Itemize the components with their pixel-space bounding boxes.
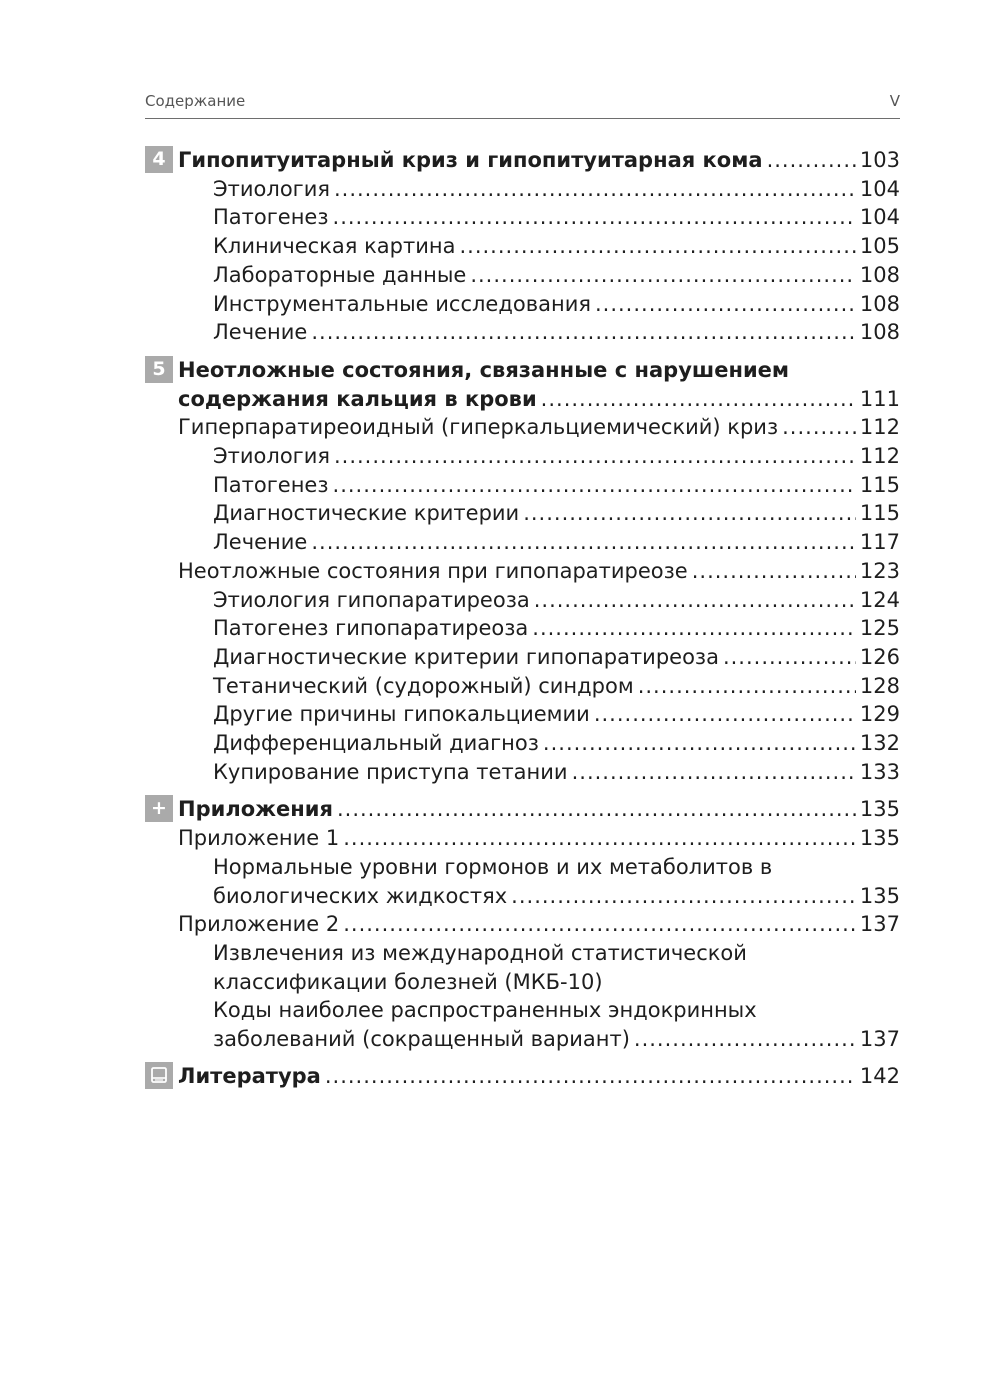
- toc-entry-title: Тетанический (судорожный) синдром: [213, 673, 634, 698]
- running-head: [145, 92, 900, 119]
- leader-dots: [333, 471, 856, 500]
- toc-entry-page: 117: [859, 530, 900, 555]
- chapter-5: [145, 356, 900, 787]
- leader-dots: [594, 700, 856, 729]
- toc-entry-page: 105: [859, 234, 900, 259]
- leader-dots: [634, 1025, 856, 1054]
- toc-entry[interactable]: [145, 614, 900, 643]
- toc-entry-title: Этиология: [213, 444, 330, 469]
- toc-entry-title: Купирование приступа тетании: [213, 759, 568, 784]
- toc-entry-title: Этиология гипопаратиреоза: [213, 587, 530, 612]
- toc-entry-page: 135: [859, 797, 900, 822]
- toc-entry[interactable]: [145, 499, 900, 528]
- toc-entry-line[interactable]: [145, 968, 900, 997]
- running-head-title: Содержание: [145, 92, 246, 110]
- toc-entry-page: 108: [859, 320, 900, 345]
- leader-dots: [511, 882, 856, 911]
- toc-entry-page: 111: [859, 386, 900, 411]
- toc-entry[interactable]: [145, 1025, 900, 1054]
- chapter-badge: 5: [145, 356, 173, 383]
- toc-entry[interactable]: [145, 824, 900, 853]
- toc-entry-title: Приложение 1: [178, 826, 340, 851]
- toc-entry-title: Дифференциальный диагноз: [213, 731, 539, 756]
- leader-dots: [541, 385, 856, 414]
- toc-entry-title: Лечение: [213, 530, 308, 555]
- toc-entry-page: 137: [859, 912, 900, 937]
- leader-dots: [543, 729, 856, 758]
- toc-entry-page: 137: [859, 1027, 900, 1052]
- appendices-section: [145, 795, 900, 1053]
- toc-entry[interactable]: [145, 413, 900, 442]
- chapter-4: [145, 146, 900, 347]
- leader-dots: [767, 146, 856, 175]
- toc-entry-title: Приложение 2: [178, 912, 340, 937]
- toc-entry-page: 104: [859, 176, 900, 201]
- toc-entry-title: Диагностические критерии гипопаратиреоза: [213, 644, 719, 669]
- running-head-page-number: V: [889, 92, 900, 110]
- toc-entry[interactable]: [145, 557, 900, 586]
- toc-entry-page: 133: [859, 759, 900, 784]
- toc-entry-page: 142: [859, 1063, 900, 1088]
- leader-dots: [782, 413, 856, 442]
- toc-entry-page: 135: [859, 883, 900, 908]
- toc-entry-page: 125: [859, 616, 900, 641]
- toc-entry-page: 135: [859, 826, 900, 851]
- toc-entry-line[interactable]: [145, 939, 900, 968]
- toc-entry-title: Инструментальные исследования: [213, 291, 591, 316]
- leader-dots: [534, 586, 856, 615]
- toc-entry-title: содержания кальция в крови: [178, 386, 537, 411]
- toc-entry-page: 128: [859, 673, 900, 698]
- toc-entry-title: Извлечения из международной статистической: [213, 940, 747, 965]
- toc-entry-title: Другие причины гипокальциемии: [213, 702, 590, 727]
- toc-entry[interactable]: [145, 442, 900, 471]
- toc-entry-title: Коды наиболее распространенных эндокринных: [213, 998, 757, 1023]
- toc-entry-page: 112: [859, 444, 900, 469]
- toc-entry-page: 104: [859, 205, 900, 230]
- toc-entry-title: Лечение: [213, 320, 308, 345]
- leader-dots: [523, 499, 856, 528]
- toc-entry[interactable]: [145, 146, 900, 175]
- toc-entry-title: Диагностические критерии: [213, 501, 520, 526]
- toc-entry-title: Клиническая картина: [213, 234, 456, 259]
- toc-entry[interactable]: [145, 586, 900, 615]
- toc-entry[interactable]: [145, 385, 900, 414]
- toc-entry-title: Нормальные уровни гормонов и их метаболитов в: [213, 854, 773, 879]
- toc-entry[interactable]: [145, 471, 900, 500]
- toc-entry-page: 108: [859, 291, 900, 316]
- toc-entry[interactable]: [145, 729, 900, 758]
- leader-dots: [334, 442, 856, 471]
- literature-section: [145, 1062, 900, 1091]
- table-of-contents: [145, 146, 900, 1091]
- leader-dots: [333, 203, 856, 232]
- toc-entry-title: Лабораторные данные: [213, 262, 467, 287]
- toc-entry-title: Патогенез: [213, 472, 329, 497]
- leader-dots: [311, 318, 856, 347]
- toc-entry-page: 112: [859, 415, 900, 440]
- leader-dots: [343, 910, 856, 939]
- leader-dots: [334, 175, 856, 204]
- chapter-badge: 4: [145, 146, 173, 173]
- toc-entry-title: Патогенез: [213, 205, 329, 230]
- toc-entry-page: 103: [859, 148, 900, 172]
- toc-entry[interactable]: [145, 175, 900, 204]
- toc-entry[interactable]: [145, 643, 900, 672]
- toc-entry-title: Неотложные состояния, связанные с нарушением: [178, 357, 790, 382]
- toc-entry-page: 115: [859, 472, 900, 497]
- leader-dots: [459, 232, 855, 261]
- leader-dots: [638, 672, 856, 701]
- leader-dots: [325, 1062, 856, 1091]
- toc-entry-line[interactable]: [145, 996, 900, 1025]
- toc-entry[interactable]: [145, 528, 900, 557]
- toc-entry-page: 108: [859, 262, 900, 287]
- toc-entry[interactable]: [145, 910, 900, 939]
- toc-entry-title: Неотложные состояния при гипопаратиреозе: [178, 558, 688, 583]
- toc-entry-title: биологических жидкостях: [213, 883, 508, 908]
- toc-entry[interactable]: [145, 700, 900, 729]
- toc-entry-page: 115: [859, 501, 900, 526]
- toc-entry-page: 129: [859, 702, 900, 727]
- toc-entry[interactable]: [145, 672, 900, 701]
- leader-dots: [311, 528, 856, 557]
- toc-entry-title: Этиология: [213, 176, 330, 201]
- toc-entry-title: заболеваний (сокращенный вариант): [213, 1027, 630, 1052]
- toc-entry[interactable]: [145, 1062, 900, 1091]
- toc-entry-page: 126: [859, 644, 900, 669]
- leader-dots: [532, 614, 856, 643]
- toc-entry-page: 123: [859, 558, 900, 583]
- leader-dots: [723, 643, 856, 672]
- toc-entry[interactable]: [145, 261, 900, 290]
- toc-entry[interactable]: [145, 882, 900, 911]
- leader-dots: [595, 290, 856, 319]
- toc-entry-page: 124: [859, 587, 900, 612]
- toc-entry-line[interactable]: [145, 853, 900, 882]
- toc-entry[interactable]: [145, 232, 900, 261]
- toc-entry[interactable]: [145, 795, 900, 824]
- toc-entry[interactable]: [145, 290, 900, 319]
- toc-entry-title: Патогенез гипопаратиреоза: [213, 616, 529, 641]
- toc-entry-title: Гипопитуитарный криз и гипопитуитарная кома: [178, 148, 763, 172]
- leader-dots: [692, 557, 856, 586]
- toc-entry-line[interactable]: [145, 356, 900, 385]
- leader-dots: [572, 758, 856, 787]
- leader-dots: [337, 795, 856, 824]
- toc-entry[interactable]: [145, 318, 900, 347]
- toc-entry-title: Гиперпаратиреоидный (гиперкальциемический) криз: [178, 415, 779, 440]
- toc-entry[interactable]: [145, 203, 900, 232]
- toc-entry-title: Литература: [178, 1063, 321, 1088]
- leader-dots: [343, 824, 856, 853]
- toc-entry-title: Приложения: [178, 797, 333, 822]
- toc-entry-page: 132: [859, 731, 900, 756]
- toc-entry-title: классификации болезней (МКБ-10): [213, 969, 603, 994]
- leader-dots: [470, 261, 856, 290]
- toc-entry[interactable]: [145, 758, 900, 787]
- appendix-badge: +: [145, 795, 173, 822]
